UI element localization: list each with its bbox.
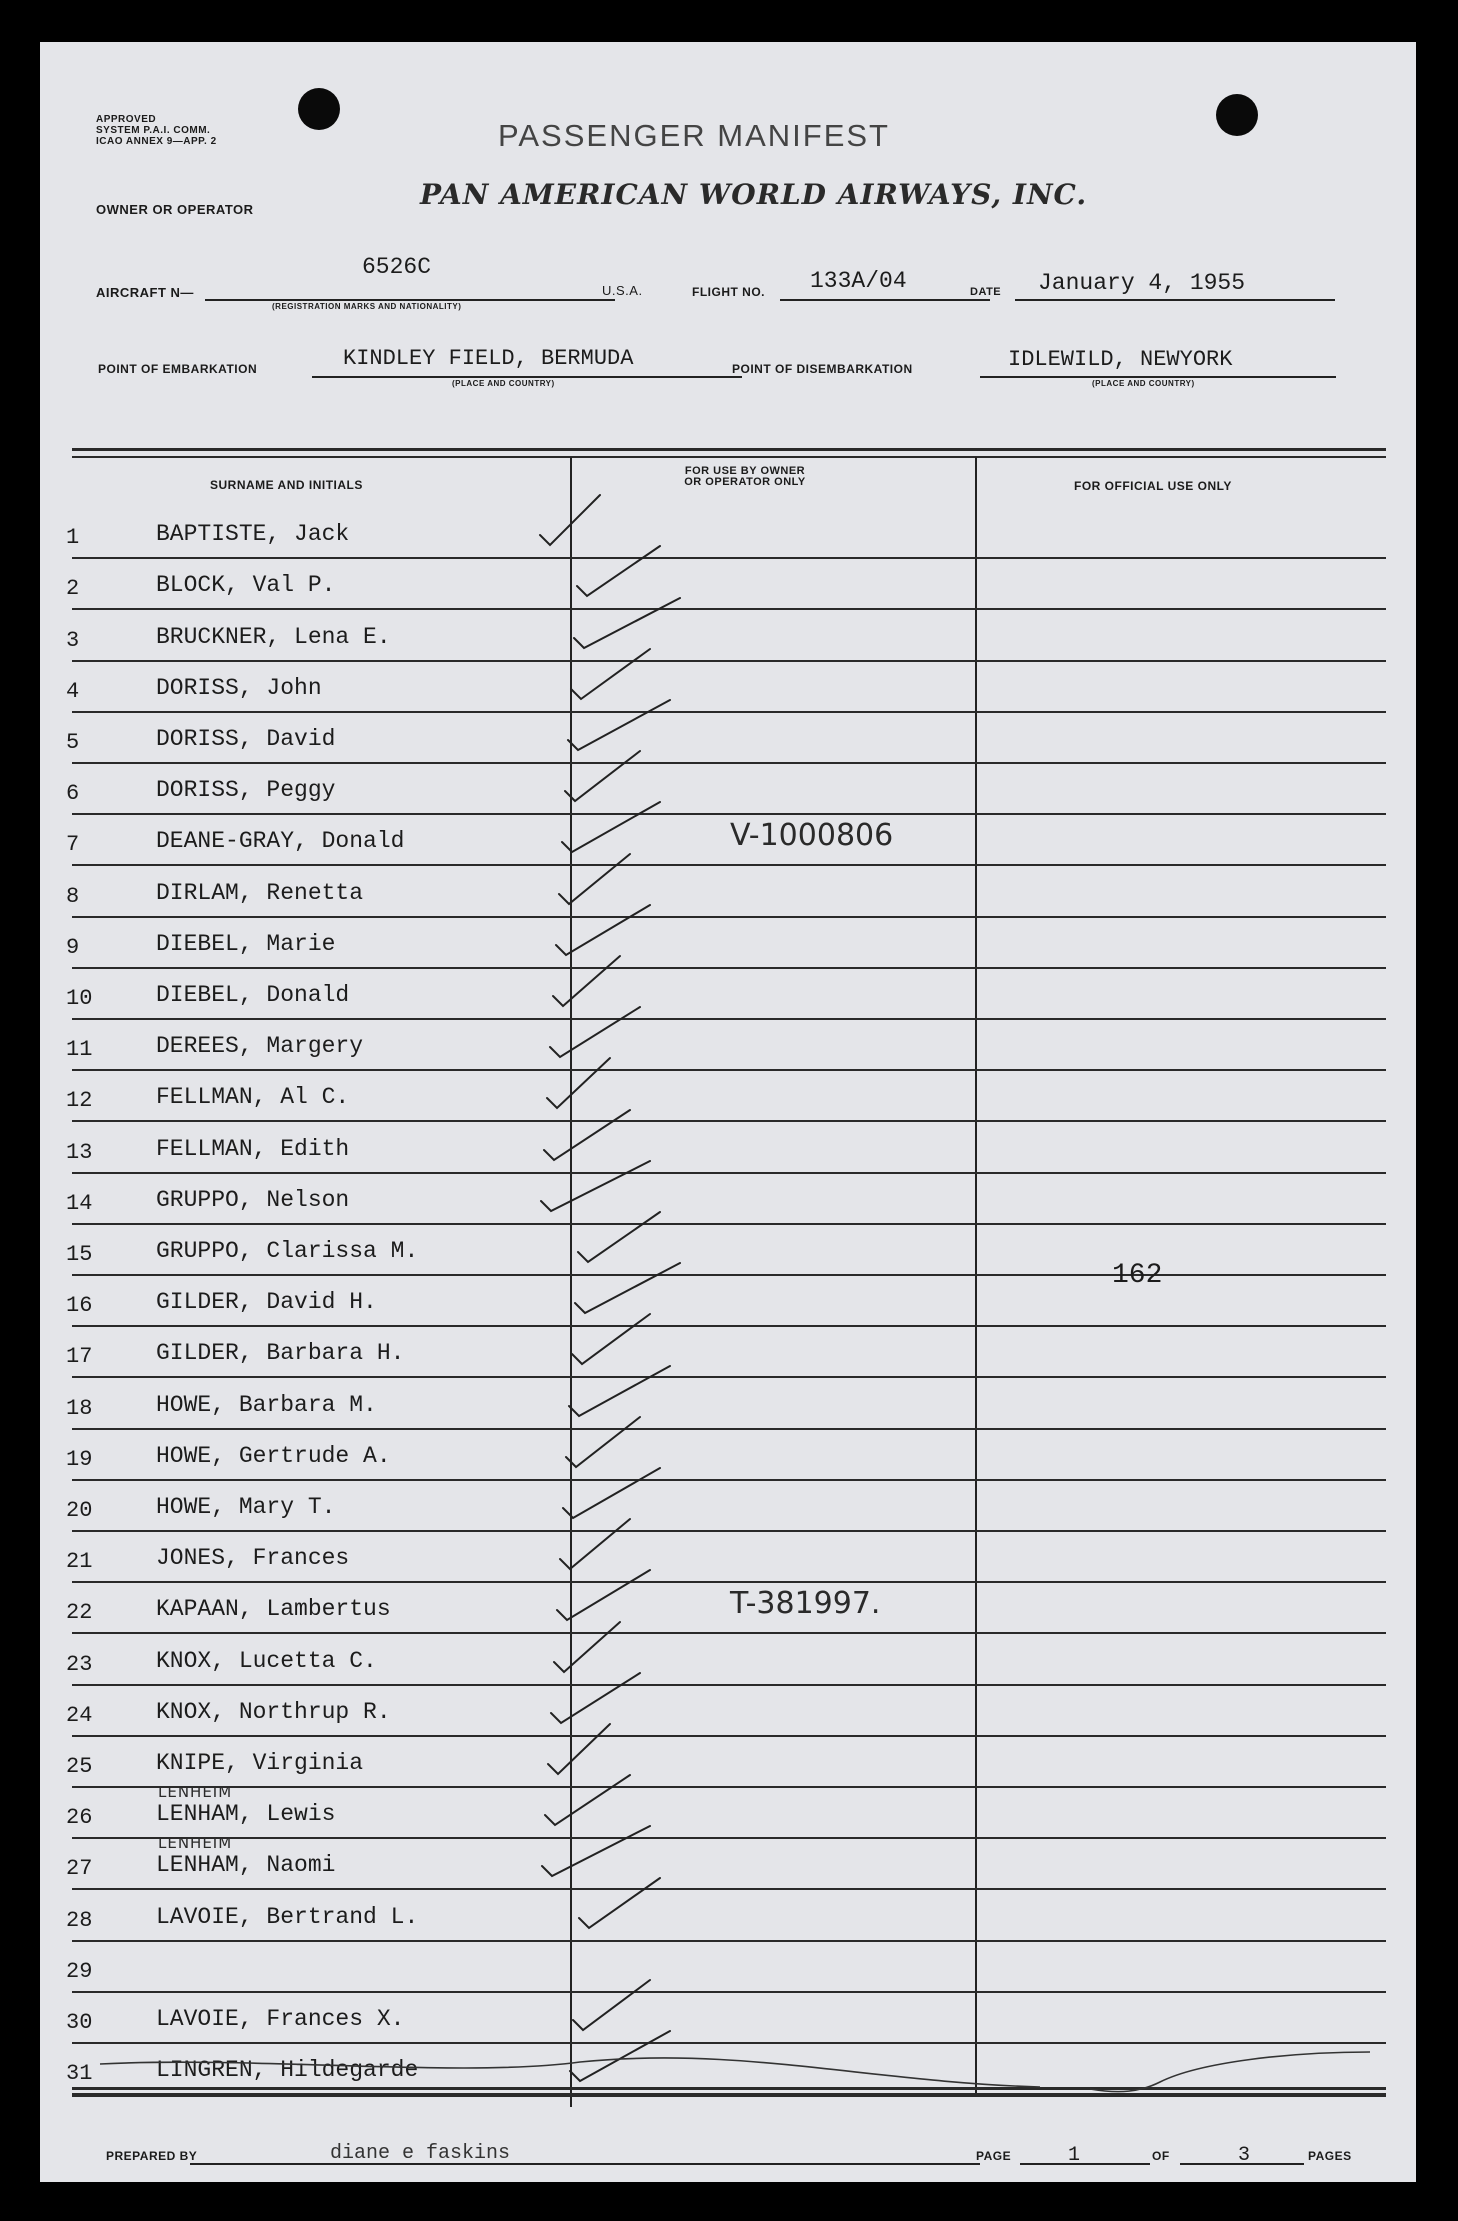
check-mark (578, 1212, 660, 1262)
row-number: 7 (66, 832, 80, 857)
row-number: 11 (66, 1037, 93, 1062)
prepared-label: PREPARED BY (106, 2149, 198, 2163)
registration-caption: (REGISTRATION MARKS AND NATIONALITY) (272, 302, 462, 311)
passenger-name: DIEBEL, Donald (156, 982, 350, 1008)
disembark-place-caption: (PLACE AND COUNTRY) (1092, 379, 1195, 388)
col-official-header: FOR OFFICIAL USE ONLY (1074, 479, 1232, 493)
check-mark (573, 1980, 650, 2030)
row-number: 22 (66, 1600, 93, 1625)
check-mark (574, 598, 680, 648)
check-mark (559, 854, 630, 904)
passenger-name: FELLMAN, Edith (156, 1136, 350, 1162)
date-value: January 4, 1955 (1038, 270, 1246, 296)
embark-place-caption: (PLACE AND COUNTRY) (452, 379, 555, 388)
airline-name: PAN AMERICAN WORLD AIRWAYS, INC. (420, 178, 1088, 211)
check-mark (541, 1161, 650, 1211)
row-number: 9 (66, 935, 80, 960)
check-mark (553, 956, 620, 1006)
passenger-name: BAPTISTE, Jack (156, 521, 350, 547)
usa-label: U.S.A. (602, 283, 643, 298)
row-number: 23 (66, 1652, 93, 1677)
row-number: 25 (66, 1754, 93, 1779)
row-number: 26 (66, 1805, 93, 1830)
row-number: 30 (66, 2010, 93, 2035)
passenger-name: KNOX, Northrup R. (156, 1699, 391, 1725)
passenger-name: JONES, Frances (156, 1545, 350, 1571)
passenger-name: LAVOIE, Frances X. (156, 2006, 405, 2032)
passenger-name: KNIPE, Virginia (156, 1750, 364, 1776)
row-number: 5 (66, 730, 80, 755)
name-correction: LENHEIM (158, 1783, 233, 1801)
form-title: PASSENGER MANIFEST (498, 118, 890, 153)
row-number: 14 (66, 1191, 93, 1216)
embark-value: KINDLEY FIELD, BERMUDA (343, 346, 634, 371)
check-mark (545, 1775, 630, 1825)
embark-label: POINT OF EMBARKATION (98, 362, 258, 376)
row-number: 6 (66, 781, 80, 806)
passenger-name: KAPAAN, Lambertus (156, 1596, 391, 1622)
check-mark (577, 546, 660, 596)
passenger-name: BLOCK, Val P. (156, 572, 336, 598)
check-mark (557, 1570, 650, 1620)
check-mark (551, 1673, 640, 1723)
owner-note: V-1000806 (730, 818, 894, 853)
row-number: 2 (66, 576, 80, 601)
col-surname-header: SURNAME AND INITIALS (210, 478, 363, 492)
approval-block: APPROVED SYSTEM P.A.I. COMM. ICAO ANNEX 9—APP. 2 (96, 114, 217, 147)
of-value: 3 (1238, 2144, 1251, 2167)
row-number: 17 (66, 1344, 93, 1369)
row-number: 29 (66, 1959, 93, 1984)
passenger-name: HOWE, Gertrude A. (156, 1443, 391, 1469)
disembark-value: IDLEWILD, NEWYORK (1008, 347, 1233, 372)
passenger-name: GILDER, Barbara H. (156, 1340, 405, 1366)
row-number: 3 (66, 628, 80, 653)
passenger-name: GRUPPO, Clarissa M. (156, 1238, 419, 1264)
aircraft-label: AIRCRAFT N— (96, 285, 194, 300)
row-number: 19 (66, 1447, 93, 1472)
check-mark (571, 649, 650, 699)
row-number: 10 (66, 986, 93, 1011)
page-value: 1 (1068, 2144, 1081, 2167)
passenger-name: HOWE, Barbara M. (156, 1392, 377, 1418)
row-number: 21 (66, 1549, 93, 1574)
passenger-name: GILDER, David H. (156, 1289, 377, 1315)
row-number: 16 (66, 1293, 93, 1318)
passenger-name: BRUCKNER, Lena E. (156, 624, 391, 650)
row-number: 15 (66, 1242, 93, 1267)
passenger-name: DORISS, John (156, 675, 322, 701)
passenger-name: DIRLAM, Renetta (156, 880, 364, 906)
check-marks (40, 42, 1416, 2182)
row-number: 20 (66, 1498, 93, 1523)
check-mark (548, 1724, 610, 1774)
check-mark (575, 1263, 680, 1313)
passenger-name: DEREES, Margery (156, 1033, 364, 1059)
check-mark (554, 1622, 620, 1672)
row-number: 31 (66, 2061, 93, 2086)
check-mark (542, 1826, 650, 1876)
passenger-name: DEANE-GRAY, Donald (156, 828, 405, 854)
check-mark (570, 2031, 670, 2081)
row-number: 28 (66, 1908, 93, 1933)
passenger-name: GRUPPO, Nelson (156, 1187, 350, 1213)
check-mark (579, 1878, 660, 1928)
disembark-label: POINT OF DISEMBARKATION (732, 362, 913, 376)
check-mark (562, 802, 660, 852)
check-mark (556, 905, 650, 955)
row-number: 13 (66, 1140, 93, 1165)
passenger-name: LENHAM, Lewis (156, 1801, 336, 1827)
row-number: 4 (66, 679, 80, 704)
passenger-name: KNOX, Lucetta C. (156, 1648, 377, 1674)
check-mark (547, 1058, 610, 1108)
check-mark (569, 1366, 670, 1416)
page-label: PAGE (976, 2149, 1012, 2163)
passenger-name: HOWE, Mary T. (156, 1494, 336, 1520)
row-number: 18 (66, 1396, 93, 1421)
check-mark (540, 495, 600, 545)
aircraft-value: 6526C (362, 254, 432, 280)
flight-label: FLIGHT NO. (692, 285, 765, 299)
flight-value: 133A/04 (810, 268, 907, 294)
manifest-page (40, 42, 1416, 2182)
row-number: 12 (66, 1088, 93, 1113)
check-mark (572, 1314, 650, 1364)
check-mark (566, 1417, 640, 1467)
check-mark (550, 1007, 640, 1057)
owner-label: OWNER OR OPERATOR (96, 202, 254, 217)
row-number: 27 (66, 1856, 93, 1881)
check-mark (568, 700, 670, 750)
prepared-value: diane e faskins (330, 2142, 511, 2165)
passenger-name: LINGREN, Hildegarde (156, 2057, 419, 2083)
name-correction: LENHEIM (158, 1834, 233, 1852)
row-number: 24 (66, 1703, 93, 1728)
pages-label: PAGES (1308, 2149, 1352, 2163)
passenger-name: LENHAM, Naomi (156, 1852, 336, 1878)
official-note: 162 (1112, 1260, 1163, 1291)
passenger-name: LAVOIE, Bertrand L. (156, 1904, 419, 1930)
passenger-name: DIEBEL, Marie (156, 931, 336, 957)
passenger-name: DORISS, Peggy (156, 777, 336, 803)
check-mark (544, 1110, 630, 1160)
col-owner-header: FOR USE BY OWNER OR OPERATOR ONLY (684, 465, 806, 488)
date-label: DATE (970, 286, 1002, 298)
of-label: OF (1152, 2149, 1170, 2163)
row-number: 8 (66, 884, 80, 909)
check-mark (563, 1468, 660, 1518)
check-mark (565, 751, 640, 801)
row-number: 1 (66, 525, 80, 550)
passenger-name: DORISS, David (156, 726, 336, 752)
check-mark (560, 1519, 630, 1569)
passenger-name: FELLMAN, Al C. (156, 1084, 350, 1110)
owner-note: T-381997. (730, 1586, 881, 1621)
